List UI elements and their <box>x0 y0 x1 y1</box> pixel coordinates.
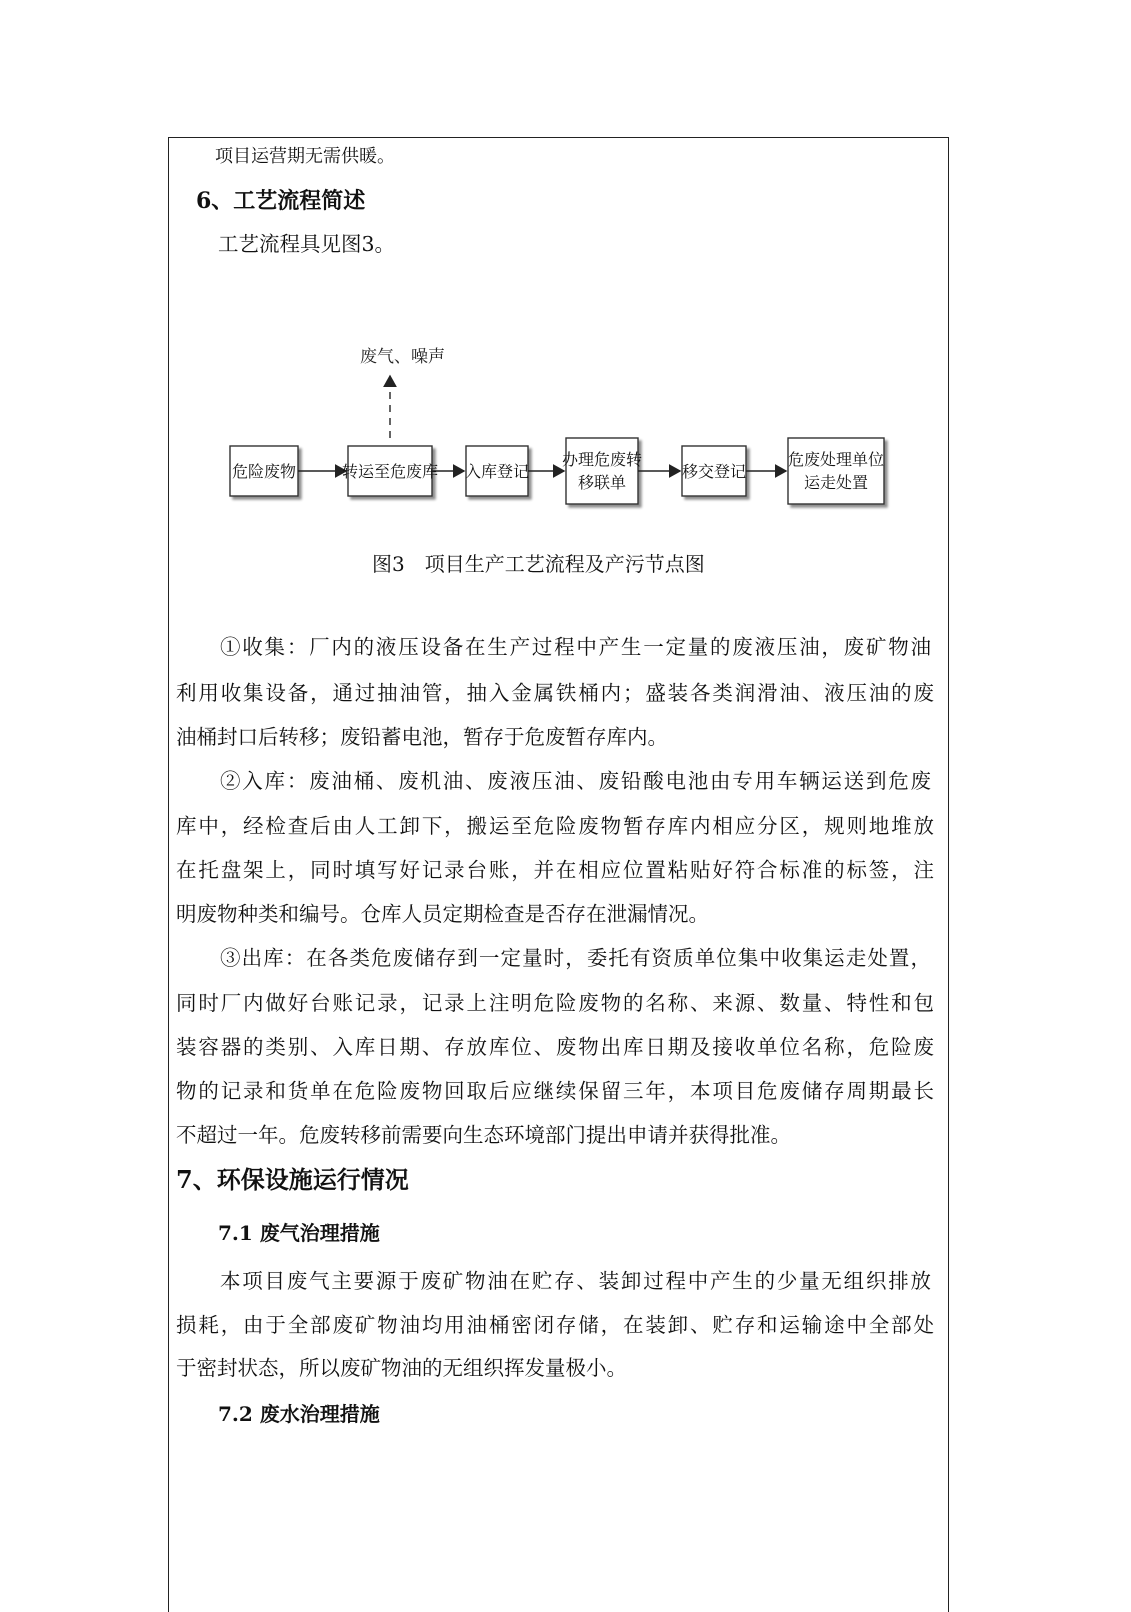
paragraph-line: 物的记录和货单在危险废物回取后应继续保留三年，本项目危废储存周期最长 <box>176 1079 934 1103</box>
process-flow-diagram <box>220 330 910 520</box>
paragraph-line: 库中，经检查后由人工卸下，搬运至危险废物暂存库内相应分区，规则地堆放 <box>176 814 934 838</box>
section-6-title: 6、工艺流程简述 <box>196 188 366 214</box>
box-label: 转运至危废库 <box>341 462 439 481</box>
paragraph-line: 利用收集设备，通过抽油管，抽入金属铁桶内；盛装各类润滑油、液压油的废 <box>176 681 934 705</box>
paragraph-line: 于密封状态，所以废矿物油的无组织挥发量极小。 <box>176 1356 627 1380</box>
box-transfer-manifest <box>566 438 638 504</box>
paragraph-line: ①收集：厂内的液压设备在生产过程中产生一定量的废液压油，废矿物油 <box>220 635 931 659</box>
paragraph-line: 油桶封口后转移；废铅蓄电池，暂存于危废暂存库内。 <box>176 725 668 749</box>
paragraph-line: 在托盘架上，同时填写好记录台账，并在相应位置粘贴好符合标准的标签，注 <box>176 858 934 882</box>
paragraph-line: ③出库：在各类危废储存到一定量时，委托有资质单位集中收集运走处置， <box>220 946 931 970</box>
paragraph-line: 装容器的类别、入库日期、存放库位、废物出库日期及接收单位名称，危险废 <box>176 1035 934 1059</box>
box-disposal-unit <box>788 438 884 504</box>
paragraph-line: 同时厂内做好台账记录，记录上注明危险废物的名称、来源、数量、特性和包 <box>176 991 934 1015</box>
box-label: 危废处理单位 <box>787 450 885 469</box>
box-label: 入库登记 <box>464 462 530 481</box>
paragraph-line: 本项目废气主要源于废矿物油在贮存、装卸过程中产生的少量无组织排放 <box>220 1269 931 1293</box>
paragraph-line: 明废物种类和编号。仓库人员定期检查是否存在泄漏情况。 <box>176 902 709 926</box>
paragraph-line: 不超过一年。危废转移前需要向生态环境部门提出申请并获得批准。 <box>176 1123 791 1147</box>
paragraph-line: 损耗，由于全部废矿物油均用油桶密闭存储，在装卸、贮存和运输途中全部处 <box>176 1313 934 1337</box>
section-7-1-title: 7.1 废气治理措施 <box>218 1221 380 1245</box>
section-6-intro: 工艺流程具见图3。 <box>218 232 396 256</box>
box-label: 危险废物 <box>231 462 297 481</box>
box-label: 移联单 <box>577 473 627 492</box>
emission-label: 废气、噪声 <box>360 347 445 367</box>
section-7-title: 7、环保设施运行情况 <box>176 1165 409 1194</box>
box-label: 移交登记 <box>681 462 747 481</box>
paragraph-line: ②入库：废油桶、废机油、废液压油、废铅酸电池由专用车辆运送到危废 <box>220 769 931 793</box>
figure-caption: 图3 项目生产工艺流程及产污节点图 <box>372 552 705 576</box>
box-label: 办理危废转 <box>561 450 643 469</box>
box-label: 运走处置 <box>803 473 869 492</box>
intro-line: 项目运营期无需供暖。 <box>215 146 395 167</box>
section-7-2-title: 7.2 废水治理措施 <box>218 1402 380 1426</box>
